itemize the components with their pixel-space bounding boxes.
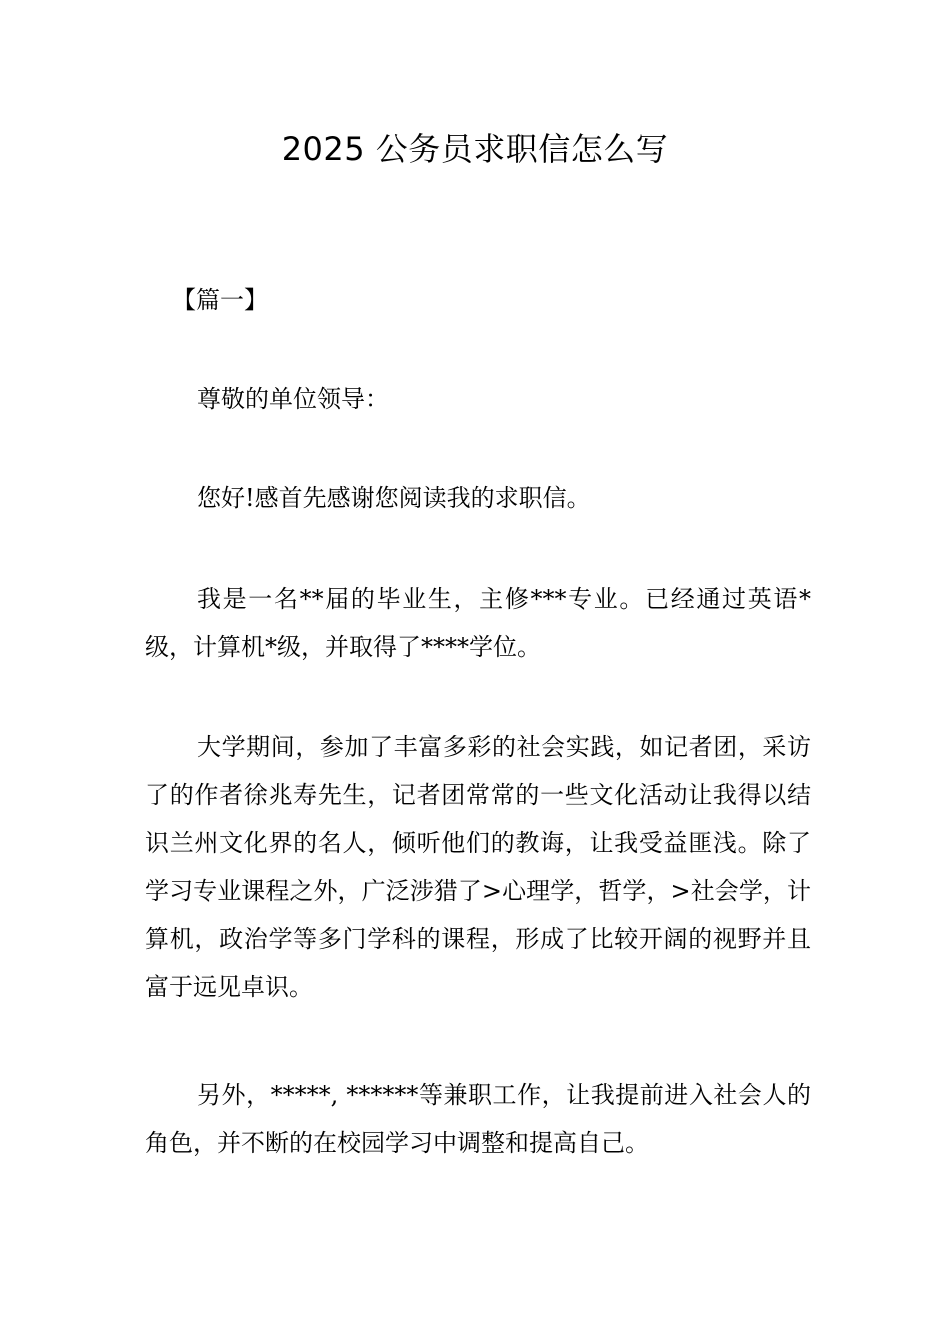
- paragraph-part-time-work: 另外，*****, ******等兼职工作，让我提前进入社会人的角色，并不断的在校园学习中调整和提高自己。: [145, 1081, 811, 1157]
- paragraph-hello: 您好!感首先感谢您阅读我的求职信。: [197, 484, 591, 512]
- section-label: 【篇一】: [172, 286, 268, 314]
- document-title: 2025 公务员求职信怎么写: [281, 130, 669, 168]
- paragraph-intro: 我是一名**届的毕业生，主修***专业。已经通过英语*级，计算机*级，并取得了****学位。: [145, 585, 811, 661]
- paragraph-greeting: 尊敬的单位领导：: [197, 385, 389, 413]
- paragraph-college-experience: 大学期间，参加了丰富多彩的社会实践，如记者团，采访了的作者徐兆寿先生，记者团常常的一些文化活动让我得以结识兰州文化界的名人，倾听他们的教诲，让我受益匪浅。除了学习专业课程之外，广泛涉猎了>心理学，哲学，>社会学，计算机，政治学等多门学科的课程，形成了比较开阔的视野并且富于远见卓识。: [145, 733, 811, 1001]
